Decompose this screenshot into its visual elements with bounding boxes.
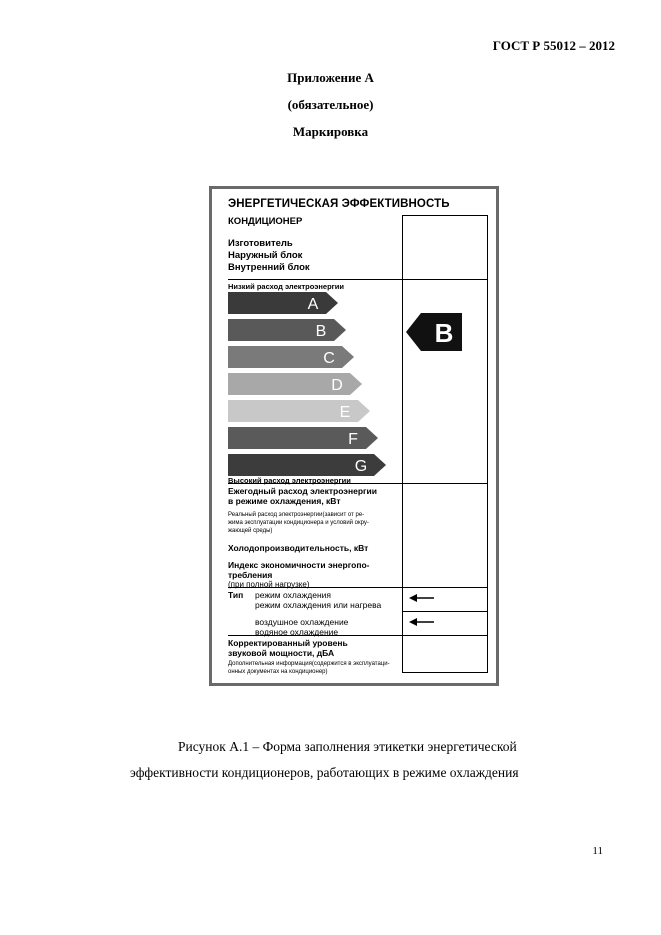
noise-level-label: Корректированный уровень звуковой мощности, дБА [228, 638, 348, 658]
class-bar-b [228, 319, 346, 341]
eer-note: (при полной нагрузке) [228, 580, 310, 589]
figure-caption-line1: Рисунок А.1 – Форма заполнения этикетки энергетической [178, 739, 517, 754]
appendix-name: Маркировка [292, 124, 369, 139]
eer-label: Индекс экономичности энергопо- требления [228, 560, 370, 580]
indoor-unit-label: Внутренний блок [228, 262, 310, 273]
annual-consumption-label: Ежегодный расход электроэнергии в режиме охлаждения, кВт [228, 486, 378, 506]
low-consumption-label: Низкий расход электроэнергии [228, 282, 345, 291]
class-bar-d [228, 373, 362, 395]
class-bar-a [228, 292, 338, 314]
cooling-capacity-label: Холодопроизводительность, кВт [228, 543, 369, 553]
label-value-column [402, 215, 488, 673]
mode-cooling-label: режим охлаждения [255, 590, 331, 600]
selected-class-arrow [406, 313, 462, 351]
mode-cooling-heating-label: режим охлаждения или нагрева [255, 600, 382, 610]
label-subtitle: КОНДИЦИОНЕР [228, 216, 303, 227]
class-letter-b: B [315, 323, 327, 340]
class-letter-f: F [348, 431, 358, 448]
extra-info-note: Дополнительная информация(содержится в эксплуатаци- онных документах на кондиционер) [228, 661, 390, 675]
air-cooling-label: воздушное охлаждение [255, 617, 349, 627]
divider [228, 279, 488, 280]
manufacturer-label: Изготовитель [228, 238, 293, 249]
class-bar-c [228, 346, 354, 368]
standard-code: ГОСТ Р 55012 – 2012 [492, 38, 615, 53]
mode-arrow-icon [409, 593, 435, 603]
real-consumption-note: Реальный расход электроэнергии(зависит от ре- жима эксплуатации кондиционера и условий окру- жающей среды) [228, 512, 369, 534]
class-bar-f [228, 427, 378, 449]
appendix-status: (обязательное) [287, 97, 374, 112]
cooling-type-arrow-icon [409, 617, 435, 627]
label-manufacturer-block [228, 238, 310, 274]
outdoor-unit-label: Наружный блок [228, 250, 303, 261]
class-letter-d: D [331, 377, 343, 394]
class-bar-g [228, 454, 386, 476]
class-letter-c: C [323, 350, 335, 367]
class-letter-a: A [307, 296, 319, 313]
class-letter-e: E [339, 404, 351, 421]
class-letter-g: G [354, 458, 368, 475]
high-consumption-label: Высокий расход электроэнергии [228, 476, 351, 485]
energy-label [209, 186, 499, 686]
label-title: ЭНЕРГЕТИЧЕСКАЯ ЭФФЕКТИВНОСТЬ [228, 198, 450, 210]
water-cooling-label: водяное охлаждение [255, 627, 339, 637]
class-bar-e [228, 400, 370, 422]
appendix-title: Приложение А [287, 70, 374, 85]
selected-class-letter: B [434, 318, 454, 348]
divider [402, 611, 488, 612]
figure-caption-line2: эффективности кондиционеров, работающих в режиме охлаждения [130, 765, 519, 780]
page-number: 11 [592, 845, 603, 857]
type-label: Тип [228, 590, 244, 600]
